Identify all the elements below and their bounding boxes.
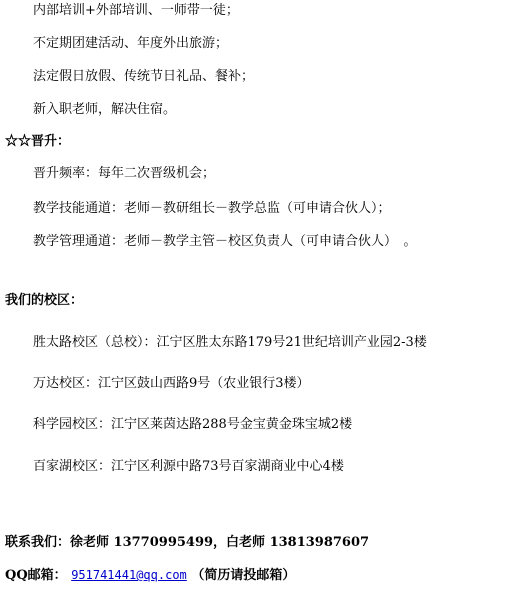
promotion-item-skill-track: 教学技能通道：老师－教研组长－教学总监（可申请合伙人）；: [33, 201, 391, 216]
benefit-item-housing: 新入职老师，解决住宿。: [33, 102, 177, 117]
promotion-item-frequency: 晋升频率：每年二次晋级机会；: [33, 166, 216, 181]
benefit-item-training: 内部培训+外部培训、一师带一徒；: [33, 3, 239, 18]
campus-item-shengtai: 胜太路校区（总校）：江宁区胜太东路179号21世纪培训产业园2-3楼: [33, 335, 427, 350]
contact-phones: 徐老师 13770995499，白老师 13813987607: [70, 535, 370, 550]
benefit-item-team-events: 不定期团建活动、年度外出旅游；: [33, 36, 229, 51]
promotion-item-management-track: 教学管理通道：老师－教学主管－校区负责人（可申请合伙人） 。: [33, 234, 417, 249]
qq-email-link[interactable]: 951741441@qq.com: [71, 568, 187, 582]
promotion-heading: [5, 134, 70, 150]
contact-label: 联系我们：: [5, 535, 71, 550]
qq-email-label: QQ邮箱：: [5, 568, 67, 583]
campuses-heading: 我们的校区：: [5, 293, 84, 308]
contact-line: [5, 535, 369, 551]
campus-item-baijiahu: 百家湖校区：江宁区利源中路73号百家湖商业中心4楼: [33, 459, 344, 474]
promotion-heading-text: 晋升：: [31, 134, 71, 149]
campus-item-science-park: 科学园校区：江宁区莱茵达路288号金宝黄金珠宝城2楼: [33, 417, 353, 432]
campus-item-wanda: 万达校区：江宁区鼓山西路9号（农业银行3楼）: [33, 376, 310, 391]
qq-email-note: （简历请投邮箱）: [191, 568, 296, 583]
star-icon: ☆☆: [5, 134, 32, 149]
qq-email-line: [5, 567, 295, 584]
benefit-item-holidays: 法定假日放假、传统节日礼品、餐补；: [33, 69, 255, 84]
